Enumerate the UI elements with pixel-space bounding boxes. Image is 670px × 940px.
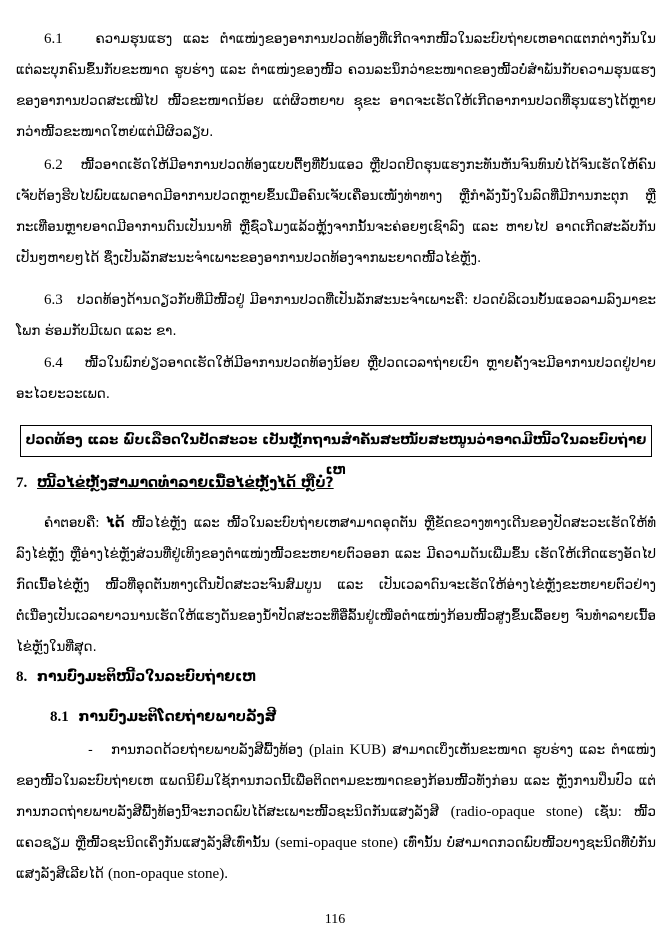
- section-title: ໜີ້ວໄຂ່ຫຼັງສາມາດທຳລາຍເນື້ອໄຂ່ຫຼັງໄດ້ ຫຼືບໍ່?: [37, 475, 334, 491]
- answer-word: ໄດ້: [106, 516, 125, 531]
- section-number: 8.: [16, 669, 28, 685]
- term-plain-kub: (plain KUB): [308, 742, 387, 758]
- body-text-b: ສາມາດເບິ່ງເຫັນຂະໜາດ ຮູບຮ່າງ ແລະ ຕຳແໜ່ງຂອງໜີ້ວໃນລະບົບຖ່າຍເຫ ແພດນິຍົມໃຊ້ການກວດນີ້ເພື່ອຕິດຕາມຂະໜາດຂອງກ້ອນໜີ້ວທັງກ່ອນ ແລະ ຫຼັງການປິ່ນປົວ ແຕ່ການກວດຖ່າຍພາບລັງສີພື້ງທ້ອງນີ້ຈະກວດພົບໄດ້ສະເພາະໜີ້ວຊະນິດກັນແສງລັງສີ: [16, 743, 656, 820]
- paragraph-number: 6.2: [44, 157, 63, 173]
- subsection-title: ການບົ່ງມະຕິໂດຍຖ່າຍພາບລັງສີ: [78, 709, 277, 725]
- section-8-1-heading: [50, 704, 276, 730]
- subsection-number: 8.1: [50, 709, 69, 725]
- paragraph-text: ໜີ້ວອາດເຮັດໃຫ້ມີອາການປວດທ້ອງແບບຕື້ໆທີ່ບັ້ນແອວ ຫຼືປວດບີດຮຸນແຮງກະທັນຫັນຈົນທົນບໍ່ໄດ້ຈົນເຮັດໃຫ້ຄົນເຈັບຕ້ອງຮີບໄປພົບແພດອາດມີອາການປວດຫຼາຍຂຶ້ນເມື່ອຄົນເຈັບເຄື່ອນເໜັງທ່າທາງ ຫຼືກຳລັງນັ່ງໃນລົດທີ່ມີການກະຕຸກ ຫຼືກະເທືອນຫຼາຍອາດມີອາການດົນເປັນນາທີ ຫຼືຊົ່ວໂມງແລ້ວຫຼຸ້ງຈາກນັ້ນຈະຄ່ອຍໆເຊົາລົງ ແລະ ຫາຍໄປ ອາດເກີດສະລັບກັນ ເປັນໆຫາຍໆໄດ້ ຊຶ່ງເປັນລັກສະນະຈຳເພາະຂອງອາການປວດທ້ອງຈາກພະຍາດໜີ້ວໄຂ່ຫຼັງ.: [16, 158, 656, 266]
- section-8-heading: [16, 664, 257, 690]
- body-text-d: ເທົ່ານັ້ນ ບໍ່ສາມາດກວດພົບໜີ້ວບາງຊະນິດທີ່ບໍ່ກັນແສງລັງສີເລີຍໄດ້: [16, 836, 656, 882]
- answer-text: ໜີ້ວໄຂ່ຫຼັງ ແລະ ໜີ້ວໃນລະບົບຖ່າຍເຫສາມາດອຸດຕັນ ຫຼືຂັດຂວາງທາງເດີນຂອງປັດສະວະເຮັດໃຫ້ທໍ່ລົງໄຂ່ຫຼັງ ຫຼືອ່າງໄຂ່ຫຼັງສ່ວນທີ່ຢູ່ເທິງຂອງຕຳແໜ່ງໜີ້ວຂະຫຍາຍຕົວອອກ ແລະ ມີຄວາມດັນເພີ່ມຂຶ້ນ ເຮັດໃຫ້ເກີດແຮງອັດໄປກົດເນື້ອໄຂ່ຫຼັງ ໜີ້ວທີ່ອຸດຕັນທາງເດີນປັດສະວະຈົນສົມບູນ ແລະ ເປັນເວລາດົນຈະເຮັດໃຫ້ອ່າງໄຂ່ຫຼັງຂະຫຍາຍຕົວຢ່າງຕໍ່ເນື່ອງເປັນເວລາຍາວນານເຮັດໃຫ້ແຮງດັນຂອງນ້ຳປັດສະວະທີ່ອີ່ລົ້ນຢູ່ເໜືອຕຳແໜ່ງກ້ອນໜີ້ວສູງຂຶ້ນເລື້ອຍໆ ຈົນທຳລາຍເນື້ອໄຂ່ຫຼັງໃນທີ່ສຸດ.: [16, 516, 656, 655]
- section-number: 7.: [16, 475, 28, 491]
- body-text-a: ການກວດດ້ວຍຖ່າຍພາບລັງສີພື້ງທ້ອງ: [111, 743, 303, 758]
- section-7-heading: [16, 470, 334, 496]
- callout-box: [20, 425, 652, 478]
- body-text-c: ເຊັ່ນ: ໜີ້ວແຄວຊຽມ ຫຼືໜີ້ວຊະນິດເຄິ່ງກັນແສງລັງສີເທົ່ານັ້ນ: [16, 805, 656, 851]
- term-radio-opaque: (radio-opaque stone): [450, 804, 583, 820]
- page-number: 116: [324, 912, 346, 927]
- term-non-opaque: (non-opaque stone).: [107, 866, 228, 882]
- section-title: ການບົ່ງມະຕິໜີ້ວໃນລະບົບຖ່າຍເຫ: [37, 669, 257, 685]
- paragraph-text: ໜີ້ວໃນພົກຍ່ຽວອາດເຮັດໃຫ້ມີອາການປວດທ້ອງນ້ອຍ ຫຼືປວດເວລາຖ່າຍເບົາ ຫຼາຍຄັ້ງຈະມີອາການປວດຢູ່ປາຍອະໄວຍະວະເພດ.: [16, 356, 656, 402]
- paragraph-text: ປວດທ້ອງດ້ານດຽວກັບທີ່ມີໜີ້ວຢູ່ ມີອາການປວດທີ່ເປັນລັກສະນະຈຳເພາະຄື: ປວດບໍລິເວນບັ້ນແອວລາມລົງມາຂະໂພກ ຮ່ອມກັບມີເພດ ແລະ ຂາ.: [16, 293, 656, 339]
- paragraph-6-1: [16, 24, 656, 148]
- list-dash: -: [88, 743, 93, 758]
- callout-text: ປວດທ້ອງ ແລະ ພົບເລືອດໃນປັດສະວະ ເປັນຫຼັກຖານສຳຄັນສະໜັບສະໜູນວ່າອາດມີໜີ້ວໃນລະບົບຖ່າຍເຫ: [25, 433, 647, 478]
- term-semi-opaque: (semi-opaque stone): [275, 835, 398, 851]
- paragraph-text: ຄວາມຮຸນແຮງ ແລະ ຕຳແໜ່ງຂອງອາການປວດທ້ອງທີ່ເກີດຈາກໜີ້ວໃນລະບົບຖ່າຍເຫອາດແຕກຕ່າງກັນໃນແຕ່ລະບຸກຄົນຂຶ້ນກັບຂະໜາດ ຮູບຮ່າງ ແລະ ຕຳແໜ່ງຂອງໜີ້ວ ຄວນລະນຶກວ່າຂະໜາດຂອງໜີ້ວບໍ່ສຳພັນກັບຄວາມຮຸນແຮງຂອງອາການປວດສະເໝີໄປ ໜີ້ວຂະໜາດນ້ອຍ ແຕ່ຜິວຫຍາບ ຊຸຂະ ອາດຈະເຮັດໃຫ້ເກີດອາການປວດທີ່ຮຸນແຮງໄດ້ຫຼາຍກວ່າໜີ້ວຂະໜາດໃຫຍ່ແຕ່ມີຜິວລຽບ.: [16, 32, 656, 140]
- paragraph-number: 6.3: [44, 292, 63, 308]
- paragraph-number: 6.1: [44, 31, 63, 47]
- answer-lead: ຄຳຕອບຄື:: [44, 516, 100, 531]
- section-8-1-body: [16, 735, 656, 890]
- paragraph-6-3: [16, 285, 656, 347]
- paragraph-6-4: [16, 348, 656, 410]
- paragraph-number: 6.4: [44, 355, 63, 371]
- section-7-answer: [16, 508, 656, 663]
- paragraph-6-2: [16, 150, 656, 274]
